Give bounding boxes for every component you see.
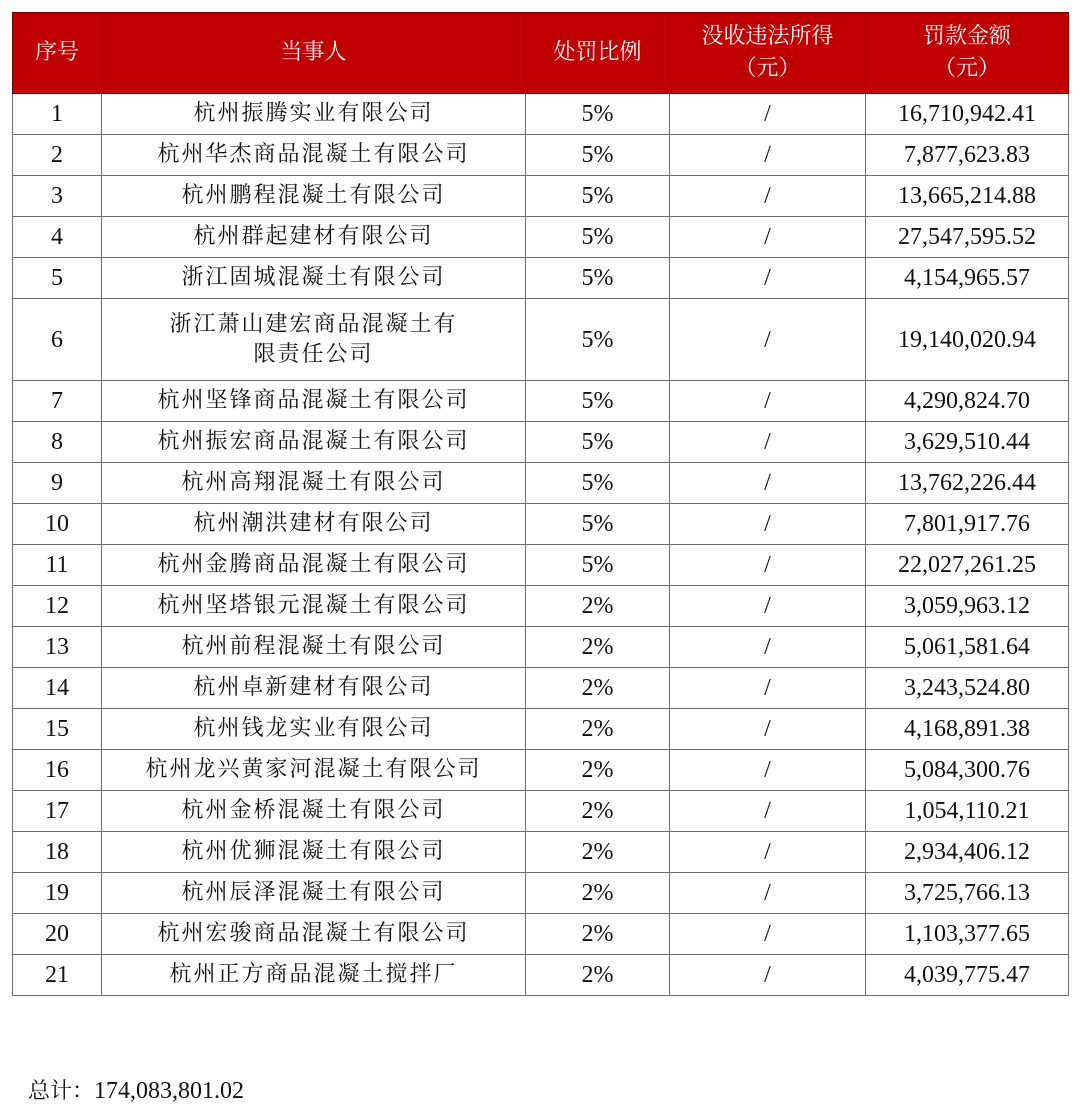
cell-index: 12 bbox=[13, 586, 102, 627]
cell-ratio: 5% bbox=[526, 299, 670, 381]
cell-index: 1 bbox=[13, 94, 102, 135]
cell-index: 3 bbox=[13, 176, 102, 217]
cell-fine: 7,877,623.83 bbox=[866, 135, 1069, 176]
table-row bbox=[13, 750, 1069, 791]
cell-ratio: 2% bbox=[526, 668, 670, 709]
cell-confiscation: / bbox=[670, 914, 866, 955]
cell-confiscation: / bbox=[670, 545, 866, 586]
cell-fine: 4,154,965.57 bbox=[866, 258, 1069, 299]
cell-confiscation: / bbox=[670, 750, 866, 791]
cell-party: 杭州前程混凝土有限公司 bbox=[102, 627, 526, 668]
cell-ratio: 2% bbox=[526, 914, 670, 955]
table-row bbox=[13, 545, 1069, 586]
cell-ratio: 5% bbox=[526, 422, 670, 463]
cell-fine: 27,547,595.52 bbox=[866, 217, 1069, 258]
cell-ratio: 5% bbox=[526, 135, 670, 176]
header-index: 序号 bbox=[13, 13, 102, 94]
cell-index: 6 bbox=[13, 299, 102, 381]
table-row bbox=[13, 94, 1069, 135]
cell-fine: 4,168,891.38 bbox=[866, 709, 1069, 750]
cell-confiscation: / bbox=[670, 791, 866, 832]
cell-ratio: 5% bbox=[526, 381, 670, 422]
cell-index: 17 bbox=[13, 791, 102, 832]
cell-confiscation: / bbox=[670, 627, 866, 668]
cell-fine: 3,243,524.80 bbox=[866, 668, 1069, 709]
table-row bbox=[13, 709, 1069, 750]
cell-fine: 2,934,406.12 bbox=[866, 832, 1069, 873]
cell-ratio: 5% bbox=[526, 217, 670, 258]
cell-party: 杭州潮洪建材有限公司 bbox=[102, 504, 526, 545]
total-line bbox=[28, 1074, 244, 1105]
cell-ratio: 2% bbox=[526, 627, 670, 668]
cell-party: 杭州金桥混凝土有限公司 bbox=[102, 791, 526, 832]
cell-index: 16 bbox=[13, 750, 102, 791]
cell-ratio: 5% bbox=[526, 176, 670, 217]
cell-confiscation: / bbox=[670, 873, 866, 914]
cell-fine: 1,103,377.65 bbox=[866, 914, 1069, 955]
cell-party: 浙江固城混凝土有限公司 bbox=[102, 258, 526, 299]
cell-index: 18 bbox=[13, 832, 102, 873]
header-fine bbox=[866, 13, 1069, 94]
cell-fine: 22,027,261.25 bbox=[866, 545, 1069, 586]
cell-index: 11 bbox=[13, 545, 102, 586]
cell-index: 2 bbox=[13, 135, 102, 176]
cell-index: 5 bbox=[13, 258, 102, 299]
table-row bbox=[13, 463, 1069, 504]
cell-confiscation: / bbox=[670, 217, 866, 258]
header-party: 当事人 bbox=[102, 13, 526, 94]
cell-confiscation: / bbox=[670, 176, 866, 217]
table-row bbox=[13, 627, 1069, 668]
cell-party: 杭州坚塔银元混凝土有限公司 bbox=[102, 586, 526, 627]
table-body bbox=[13, 94, 1069, 996]
table-row bbox=[13, 258, 1069, 299]
penalty-table bbox=[12, 12, 1069, 996]
cell-ratio: 5% bbox=[526, 504, 670, 545]
cell-confiscation: / bbox=[670, 135, 866, 176]
cell-index: 4 bbox=[13, 217, 102, 258]
cell-party: 杭州鹏程混凝土有限公司 bbox=[102, 176, 526, 217]
cell-fine: 19,140,020.94 bbox=[866, 299, 1069, 381]
table-row bbox=[13, 914, 1069, 955]
cell-fine: 5,061,581.64 bbox=[866, 627, 1069, 668]
header-ratio: 处罚比例 bbox=[526, 13, 670, 94]
total-label: 总计： bbox=[28, 1079, 95, 1104]
cell-party: 杭州金腾商品混凝土有限公司 bbox=[102, 545, 526, 586]
cell-fine: 16,710,942.41 bbox=[866, 94, 1069, 135]
cell-ratio: 2% bbox=[526, 791, 670, 832]
cell-confiscation: / bbox=[670, 668, 866, 709]
cell-fine: 3,629,510.44 bbox=[866, 422, 1069, 463]
cell-ratio: 5% bbox=[526, 94, 670, 135]
table-row bbox=[13, 668, 1069, 709]
header-confiscation-text: 没收违法所得（元） bbox=[701, 24, 834, 81]
cell-confiscation: / bbox=[670, 94, 866, 135]
cell-fine: 4,039,775.47 bbox=[866, 955, 1069, 996]
table-row bbox=[13, 422, 1069, 463]
cell-index: 21 bbox=[13, 955, 102, 996]
cell-ratio: 5% bbox=[526, 545, 670, 586]
cell-fine: 3,725,766.13 bbox=[866, 873, 1069, 914]
cell-index: 7 bbox=[13, 381, 102, 422]
cell-ratio: 2% bbox=[526, 873, 670, 914]
table-row bbox=[13, 504, 1069, 545]
cell-confiscation: / bbox=[670, 258, 866, 299]
cell-index: 19 bbox=[13, 873, 102, 914]
table-row bbox=[13, 873, 1069, 914]
cell-ratio: 2% bbox=[526, 709, 670, 750]
table-row bbox=[13, 299, 1069, 381]
cell-party: 浙江萧山建宏商品混凝土有限责任公司 bbox=[102, 299, 526, 381]
cell-confiscation: / bbox=[670, 463, 866, 504]
cell-fine: 7,801,917.76 bbox=[866, 504, 1069, 545]
table-header-row bbox=[13, 13, 1069, 94]
cell-index: 13 bbox=[13, 627, 102, 668]
table-row bbox=[13, 955, 1069, 996]
cell-confiscation: / bbox=[670, 586, 866, 627]
table-row bbox=[13, 217, 1069, 258]
cell-fine: 4,290,824.70 bbox=[866, 381, 1069, 422]
cell-party: 杭州高翔混凝土有限公司 bbox=[102, 463, 526, 504]
cell-party: 杭州辰泽混凝土有限公司 bbox=[102, 873, 526, 914]
cell-fine: 1,054,110.21 bbox=[866, 791, 1069, 832]
cell-confiscation: / bbox=[670, 504, 866, 545]
cell-party: 杭州龙兴黄家河混凝土有限公司 bbox=[102, 750, 526, 791]
table-row bbox=[13, 381, 1069, 422]
table-row bbox=[13, 176, 1069, 217]
cell-party: 杭州优狮混凝土有限公司 bbox=[102, 832, 526, 873]
cell-party: 杭州钱龙实业有限公司 bbox=[102, 709, 526, 750]
cell-ratio: 5% bbox=[526, 258, 670, 299]
header-fine-text: 罚款金额（元） bbox=[922, 24, 1011, 81]
cell-party: 杭州振腾实业有限公司 bbox=[102, 94, 526, 135]
table-row bbox=[13, 791, 1069, 832]
cell-confiscation: / bbox=[670, 422, 866, 463]
cell-ratio: 2% bbox=[526, 750, 670, 791]
cell-ratio: 2% bbox=[526, 586, 670, 627]
table-row bbox=[13, 832, 1069, 873]
cell-index: 8 bbox=[13, 422, 102, 463]
total-value: 174,083,801.02 bbox=[94, 1078, 245, 1104]
table-row bbox=[13, 135, 1069, 176]
cell-party: 杭州华杰商品混凝土有限公司 bbox=[102, 135, 526, 176]
cell-party: 杭州坚锋商品混凝土有限公司 bbox=[102, 381, 526, 422]
header-confiscation bbox=[670, 13, 866, 94]
cell-index: 10 bbox=[13, 504, 102, 545]
cell-index: 20 bbox=[13, 914, 102, 955]
cell-fine: 3,059,963.12 bbox=[866, 586, 1069, 627]
cell-confiscation: / bbox=[670, 955, 866, 996]
cell-party: 杭州卓新建材有限公司 bbox=[102, 668, 526, 709]
cell-confiscation: / bbox=[670, 832, 866, 873]
cell-ratio: 2% bbox=[526, 832, 670, 873]
cell-party: 杭州群起建材有限公司 bbox=[102, 217, 526, 258]
cell-index: 14 bbox=[13, 668, 102, 709]
table-row bbox=[13, 586, 1069, 627]
cell-confiscation: / bbox=[670, 709, 866, 750]
cell-fine: 13,665,214.88 bbox=[866, 176, 1069, 217]
cell-index: 15 bbox=[13, 709, 102, 750]
cell-ratio: 2% bbox=[526, 955, 670, 996]
cell-confiscation: / bbox=[670, 299, 866, 381]
cell-party: 杭州振宏商品混凝土有限公司 bbox=[102, 422, 526, 463]
cell-party: 杭州宏骏商品混凝土有限公司 bbox=[102, 914, 526, 955]
cell-fine: 13,762,226.44 bbox=[866, 463, 1069, 504]
cell-index: 9 bbox=[13, 463, 102, 504]
cell-confiscation: / bbox=[670, 381, 866, 422]
cell-party: 杭州正方商品混凝土搅拌厂 bbox=[102, 955, 526, 996]
cell-fine: 5,084,300.76 bbox=[866, 750, 1069, 791]
cell-ratio: 5% bbox=[526, 463, 670, 504]
